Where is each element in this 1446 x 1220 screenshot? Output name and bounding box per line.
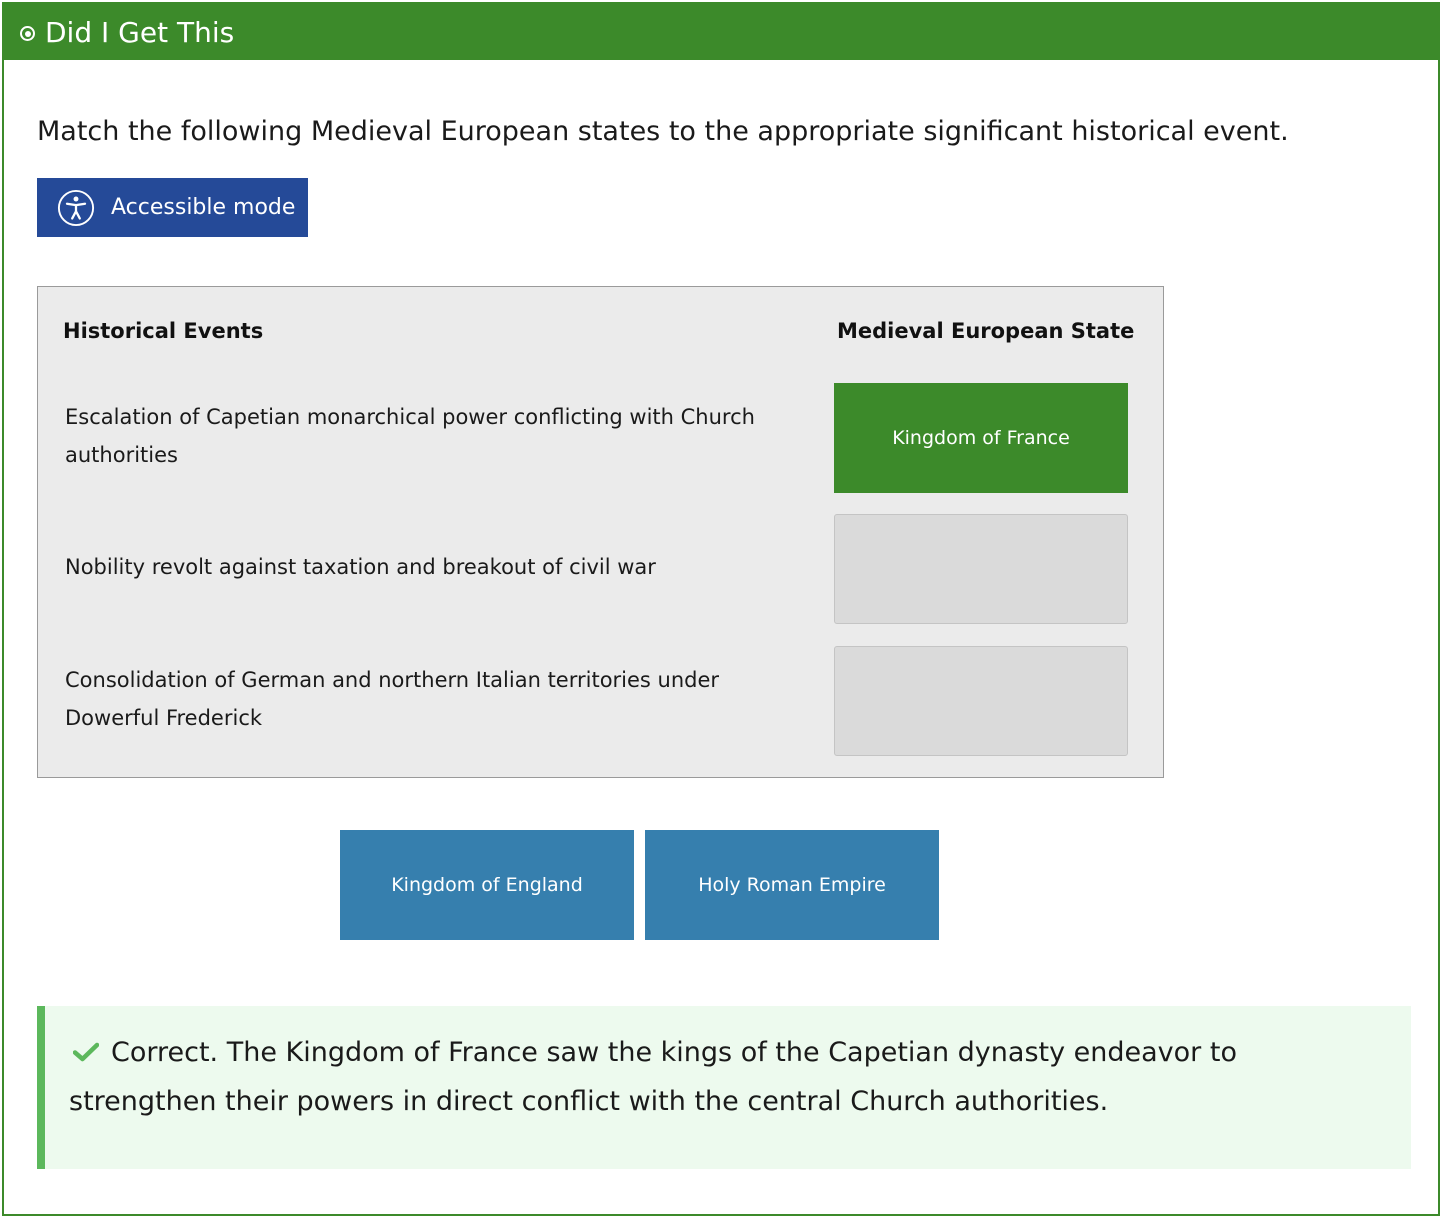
matching-area [37,286,1164,778]
accessible-mode-button[interactable] [37,178,308,237]
drop-zone-filled[interactable]: Kingdom of France [834,383,1128,493]
panel-title: Did I Get This [45,15,235,49]
accessibility-icon [57,189,95,227]
drop-zone-empty[interactable] [834,646,1128,756]
medieval-state-header: Medieval European State [837,319,1135,343]
accessible-mode-label: Accessible mode [111,195,296,220]
feedback-text: Correct. The Kingdom of France saw the kings of the Capetian dynasty endeavor to strengthen their powers in direct conflict with the central Church authorities. [69,1037,1237,1117]
option-chip-holy-roman-empire[interactable]: Holy Roman Empire [645,830,939,940]
did-i-get-this-panel [2,2,1440,1216]
target-icon [20,26,35,41]
drop-zone-empty[interactable] [834,514,1128,624]
panel-header [4,4,1438,60]
event-item: Nobility revolt against taxation and breakout of civil war [65,555,656,579]
historical-events-header: Historical Events [63,319,264,343]
option-chip-kingdom-of-england[interactable]: Kingdom of England [340,830,634,940]
feedback-message [37,1006,1411,1169]
question-prompt: Match the following Medieval European states to the appropriate significant historical event. [37,116,1289,147]
checkmark-icon [73,1042,99,1062]
event-item: Consolidation of German and northern Italian territories under Dowerful Frederick [65,668,720,730]
event-item: Escalation of Capetian monarchical power conflicting with Church authorities [65,405,755,467]
